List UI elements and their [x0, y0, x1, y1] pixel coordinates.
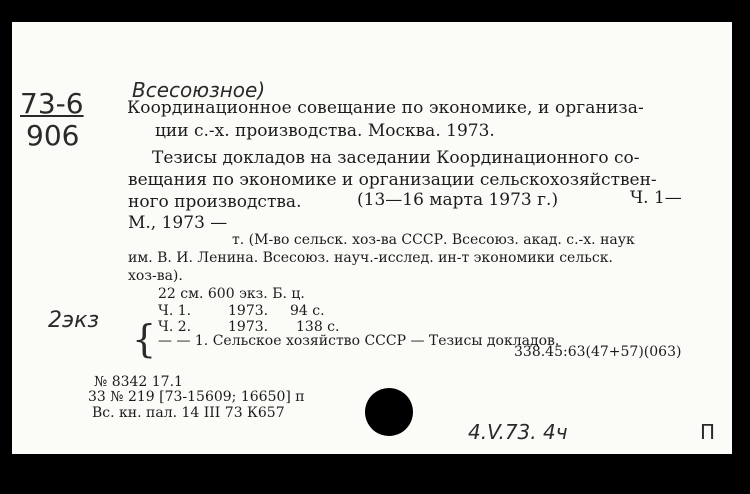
publisher-line2: им. В. И. Ленина. Всесоюз. науч.-исслед. ин-т экономики сельск. [128, 250, 613, 266]
part2-year: 1973. [228, 319, 269, 335]
record-line2: 33 № 219 [73-15609; 16650] п [88, 389, 305, 405]
title-line1: Координационное совещание по экономике, и организа- [127, 98, 644, 118]
body-line3b: (13—16 марта 1973 г.) [357, 190, 559, 210]
part2-pages: 138 с. [296, 319, 340, 335]
record-line3: Вс. кн. пал. 14 III 73 К657 [92, 405, 285, 421]
call-number-line1: 73-6 [20, 87, 84, 120]
catalog-card [12, 22, 732, 454]
title-line2: ции с.-х. производства. Москва. 1973. [155, 121, 495, 141]
brace-icon: { [132, 317, 157, 361]
record-line1: № 8342 17.1 [94, 374, 183, 390]
publisher-line3: хоз-ва). [128, 268, 183, 284]
physical-description: 22 см. 600 экз. Б. ц. [158, 286, 305, 302]
body-line2: вещания по экономике и организации сельскохозяйствен- [128, 170, 657, 190]
body-line3c: Ч. 1— [630, 188, 682, 208]
body-line1: Тезисы докладов на заседании Координационного со- [152, 148, 640, 168]
publisher-line1: т. (М-во сельск. хоз-ва СССР. Всесоюз. акад. с.-х. наук [232, 232, 635, 248]
body-line3a: ного производства. [128, 192, 302, 212]
body-line4: М., 1973 — [128, 213, 228, 233]
part1-pages: 94 с. [290, 303, 325, 319]
part1-label: Ч. 1. [158, 303, 192, 319]
punch-hole [365, 388, 413, 436]
part2-label: Ч. 2. [158, 319, 192, 335]
subject-heading: — — 1. Сельское хозяйство СССР — Тезисы докладов. [158, 333, 560, 349]
date-stamp: 4.V.73. 4ч [468, 420, 568, 444]
handwritten-insert: Всесоюзное) [132, 78, 266, 102]
classification-code: 338.45:63(47+57)(063) [514, 344, 682, 360]
call-number-line2: 906 [26, 119, 80, 152]
part1-year: 1973. [228, 303, 269, 319]
corner-mark: П [700, 420, 716, 444]
handwritten-mark: 2экз [48, 308, 100, 333]
